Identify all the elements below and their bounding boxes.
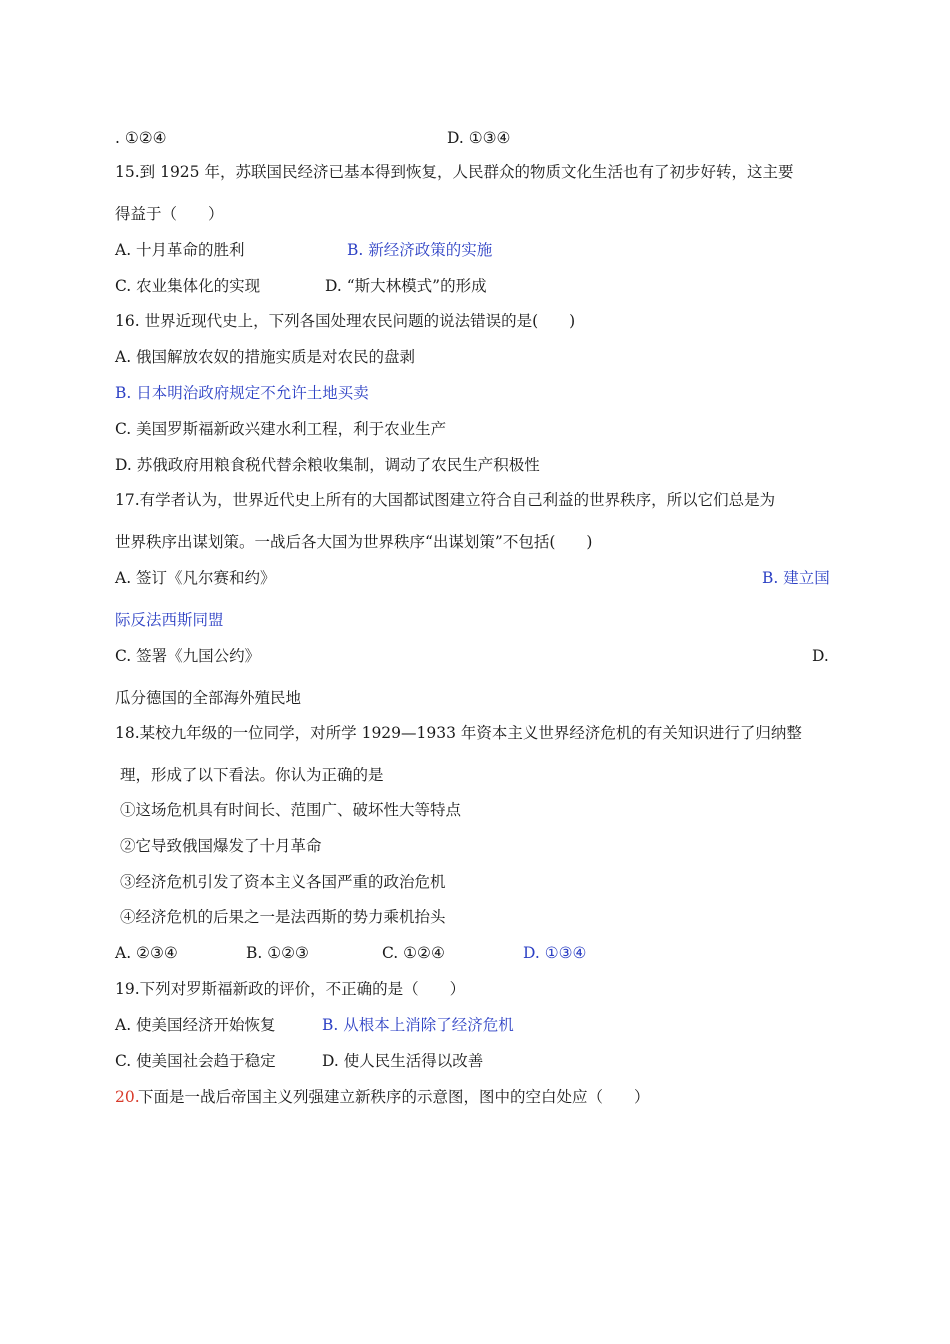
- q15-stem-line1: 15.到 1925 年，苏联国民经济已基本得到恢复，人民群众的物质文化生活也有了初步好转，这主要: [115, 163, 794, 181]
- q14-option-d: D. ①③④: [447, 129, 511, 147]
- q17-stem-line2: 世界秩序出谋划策。一战后各大国为世界秩序“出谋划策”不包括( ): [115, 533, 593, 551]
- q18-statement-1: ①这场危机具有时间长、范围广、破坏性大等特点: [120, 801, 462, 819]
- q17-option-d-part2: 瓜分德国的全部海外殖民地: [115, 689, 302, 707]
- q19-option-d: D. 使人民生活得以改善: [322, 1052, 484, 1070]
- q16-option-b: B. 日本明治政府规定不允许土地买卖: [115, 384, 369, 402]
- q15-option-a: A. 十月革命的胜利: [115, 241, 245, 259]
- q17-option-d-part1: D.: [812, 647, 829, 665]
- q15-stem-line2: 得益于（ ）: [115, 205, 224, 223]
- q18-option-d: D. ①③④: [523, 944, 587, 962]
- q17-option-c: C. 签署《九国公约》: [115, 647, 261, 665]
- q18-option-b: B. ①②③: [246, 944, 309, 962]
- q20-number: 20.: [115, 1088, 140, 1106]
- q20-stem: 下面是一战后帝国主义列强建立新秩序的示意图，图中的空白处应（ ）: [138, 1088, 650, 1106]
- q16-option-c: C. 美国罗斯福新政兴建水利工程，利于农业生产: [115, 420, 447, 438]
- q18-stem-line1: 18.某校九年级的一位同学，对所学 1929—1933 年资本主义世界经济危机的有关知识进行了归纳整: [115, 724, 802, 742]
- q18-statement-3: ③经济危机引发了资本主义各国严重的政治危机: [120, 873, 446, 891]
- q18-option-a: A. ②③④: [115, 944, 178, 962]
- q19-option-b: B. 从根本上消除了经济危机: [322, 1016, 514, 1034]
- q18-statement-4: ④经济危机的后果之一是法西斯的势力乘机抬头: [120, 908, 446, 926]
- q15-option-d: D. “斯大林模式”的形成: [325, 277, 487, 295]
- q18-stem-line2: 理，形成了以下看法。你认为正确的是: [120, 766, 384, 784]
- q16-option-d: D. 苏俄政府用粮食税代替余粮收集制，调动了农民生产积极性: [115, 456, 540, 474]
- q16-option-a: A. 俄国解放农奴的措施实质是对农民的盘剥: [115, 348, 416, 366]
- q15-option-b: B. 新经济政策的实施: [347, 241, 493, 259]
- q18-option-c: C. ①②④: [382, 944, 445, 962]
- q17-stem-line1: 17.有学者认为，世界近代史上所有的大国都试图建立符合自己利益的世界秩序，所以它们总是为: [115, 491, 776, 509]
- q14-option-c: . ①②④: [115, 129, 167, 147]
- q17-option-b-part2: 际反法西斯同盟: [115, 611, 224, 629]
- q19-stem: 19.下列对罗斯福新政的评价，不正确的是（ ）: [115, 980, 466, 998]
- q17-option-a: A. 签订《凡尔赛和约》: [115, 569, 276, 587]
- q17-option-b-part1: B. 建立国: [762, 569, 830, 587]
- q18-statement-2: ②它导致俄国爆发了十月革命: [120, 837, 322, 855]
- q19-option-a: A. 使美国经济开始恢复: [115, 1016, 276, 1034]
- q16-stem: 16. 世界近现代史上，下列各国处理农民问题的说法错误的是( ): [115, 312, 576, 330]
- q15-option-c: C. 农业集体化的实现: [115, 277, 261, 295]
- q19-option-c: C. 使美国社会趋于稳定: [115, 1052, 276, 1070]
